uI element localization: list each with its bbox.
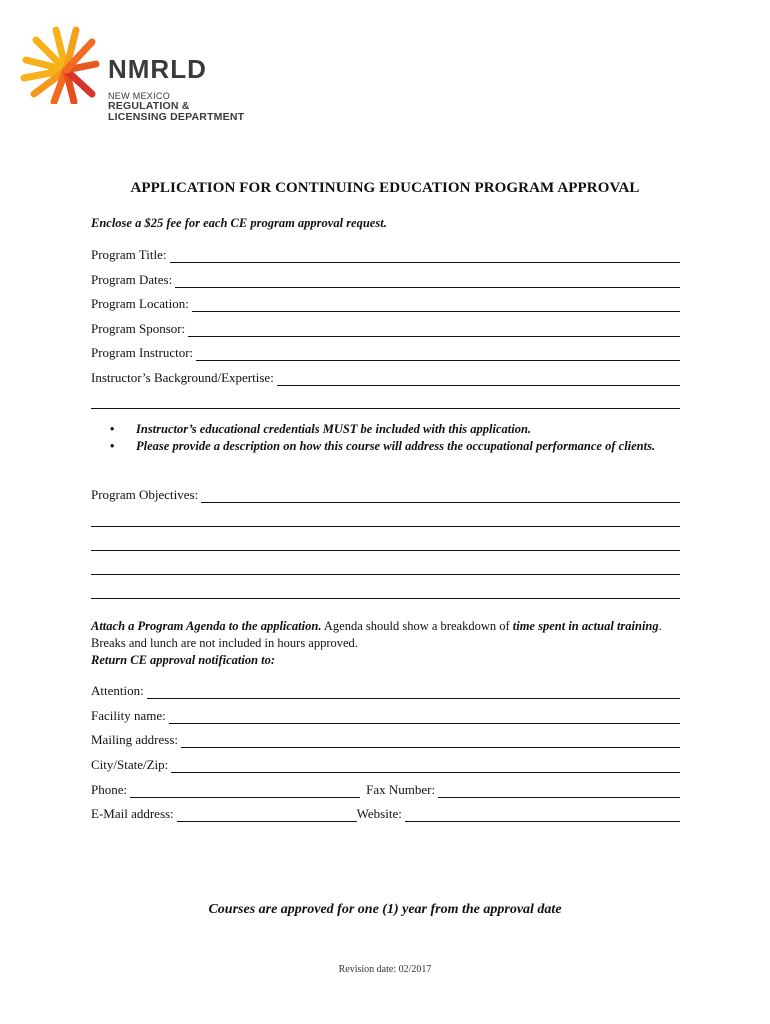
mailing-row (91, 730, 680, 748)
logo-name: NMRLD (108, 54, 207, 84)
instructor-background-field[interactable] (277, 372, 680, 386)
email-website-row (91, 804, 680, 822)
program-dates-row (91, 270, 680, 288)
website-field[interactable] (405, 808, 680, 822)
objectives-line-3[interactable] (91, 550, 680, 551)
logo-text-block (108, 56, 244, 123)
page-title: APPLICATION FOR CONTINUING EDUCATION PROGRAM APPROVAL (130, 180, 640, 196)
org-line-1: NEW MEXICO (108, 91, 171, 101)
attention-row (91, 681, 680, 699)
program-sponsor-field[interactable] (188, 323, 680, 337)
org-line-3: LICENSING DEPARTMENT (108, 111, 245, 123)
fax-field[interactable] (438, 784, 680, 798)
mailing-field[interactable] (181, 734, 680, 748)
program-instructor-label: Program Instructor: (91, 345, 194, 360)
phone-field[interactable] (130, 784, 360, 798)
city-field[interactable] (171, 759, 680, 773)
program-objectives-field[interactable] (201, 489, 680, 503)
program-objectives-label: Program Objectives: (91, 487, 199, 502)
agenda-part-2: Agenda should show a breakdown of (321, 619, 513, 633)
list-item (110, 438, 680, 455)
bullet-text: Instructor’s educational credentials MUST be included with this application. (136, 422, 532, 436)
agenda-part-4: . Breaks and lunch are not included in hours approved. (91, 619, 662, 650)
city-row (91, 755, 680, 773)
revision-date: Revision date: 02/2017 (338, 964, 432, 975)
program-dates-field[interactable] (175, 274, 680, 288)
approval-duration-note: Courses are approved for one (1) year from the approval date (208, 902, 562, 917)
program-title-field[interactable] (170, 249, 681, 263)
org-line-2: REGULATION & (108, 100, 190, 112)
phone-label: Phone: (91, 782, 128, 797)
phone-fax-row (91, 780, 680, 798)
program-sponsor-row (91, 319, 680, 337)
mailing-label: Mailing address: (91, 732, 179, 747)
attention-field[interactable] (147, 685, 680, 699)
requirements-list (110, 421, 680, 455)
facility-field[interactable] (169, 710, 680, 724)
email-field[interactable] (177, 808, 357, 822)
city-label: City/State/Zip: (91, 757, 169, 772)
objectives-line-4[interactable] (91, 574, 680, 575)
nmrld-logo-icon (18, 22, 100, 104)
fee-note: Enclose a $25 fee for each CE program approval request. (91, 216, 387, 230)
website-label: Website: (356, 806, 402, 821)
program-objectives-row (91, 485, 680, 503)
facility-label: Facility name: (91, 708, 166, 723)
program-sponsor-label: Program Sponsor: (91, 321, 186, 336)
instructor-background-row (91, 368, 680, 386)
program-dates-label: Program Dates: (91, 272, 173, 287)
return-notification-heading: Return CE approval notification to: (91, 653, 276, 667)
objectives-line-2[interactable] (91, 526, 680, 527)
agenda-part-1: Attach a Program Agenda to the application. (91, 619, 322, 633)
instructor-background-label: Instructor’s Background/Expertise: (91, 370, 274, 385)
instructor-background-line-2[interactable] (91, 408, 680, 409)
program-title-label: Program Title: (91, 247, 167, 262)
bullet-icon: • (110, 439, 115, 453)
program-instructor-field[interactable] (196, 347, 680, 361)
program-location-row (91, 294, 680, 312)
program-location-label: Program Location: (91, 296, 189, 311)
agenda-part-3: time spent in actual training (512, 619, 659, 633)
fax-label: Fax Number: (366, 782, 436, 797)
email-label: E-Mail address: (91, 806, 174, 821)
facility-row (91, 706, 680, 724)
objectives-line-5[interactable] (91, 598, 680, 599)
bullet-icon: • (110, 422, 115, 436)
agenda-instructions (91, 618, 681, 669)
bullet-text: Please provide a description on how this course will address the occupational performance of clients. (136, 439, 656, 453)
program-instructor-row (91, 343, 680, 361)
program-location-field[interactable] (192, 298, 680, 312)
attention-label: Attention: (91, 683, 144, 698)
list-item (110, 421, 680, 438)
program-title-row (91, 245, 680, 263)
